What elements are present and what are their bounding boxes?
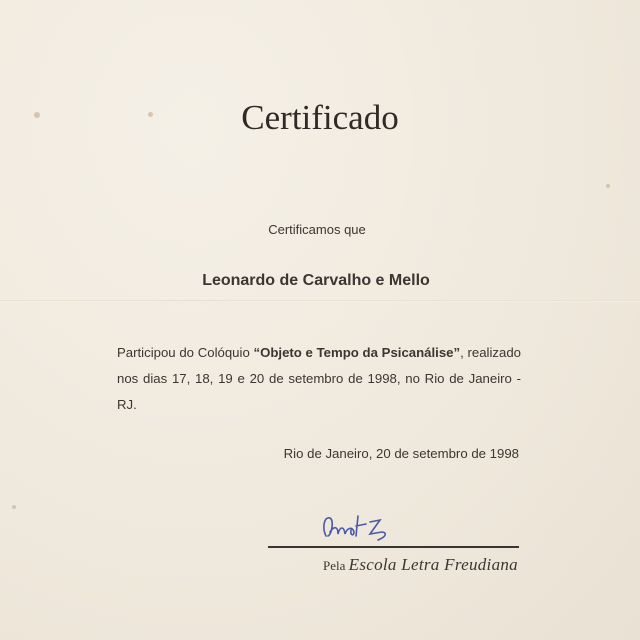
intro-text: Certificamos que [268,222,366,237]
body-suffix: , realizado nos dias 17, 18, 19 e 20 de setembro de 1998, no Rio de Janeiro - RJ. [117,345,521,412]
stain [606,184,610,188]
certificate-title: Certificado [241,98,399,137]
signatory-organization [323,555,518,575]
organization-name: Escola Letra Freudiana [348,555,518,574]
signature-line [268,546,519,548]
body-prefix: Participou do Colóquio [117,345,254,360]
event-title: “Objeto e Tempo da Psicanálise” [253,345,461,360]
body-paragraph [117,340,521,418]
recipient-name: Leonardo de Carvalho e Mello [202,272,430,289]
stain [12,505,16,509]
handwritten-signature [318,508,398,544]
by-label: Pela [323,558,346,573]
place-date: Rio de Janeiro, 20 de setembro de 1998 [283,446,519,461]
paper-fold [0,300,640,302]
